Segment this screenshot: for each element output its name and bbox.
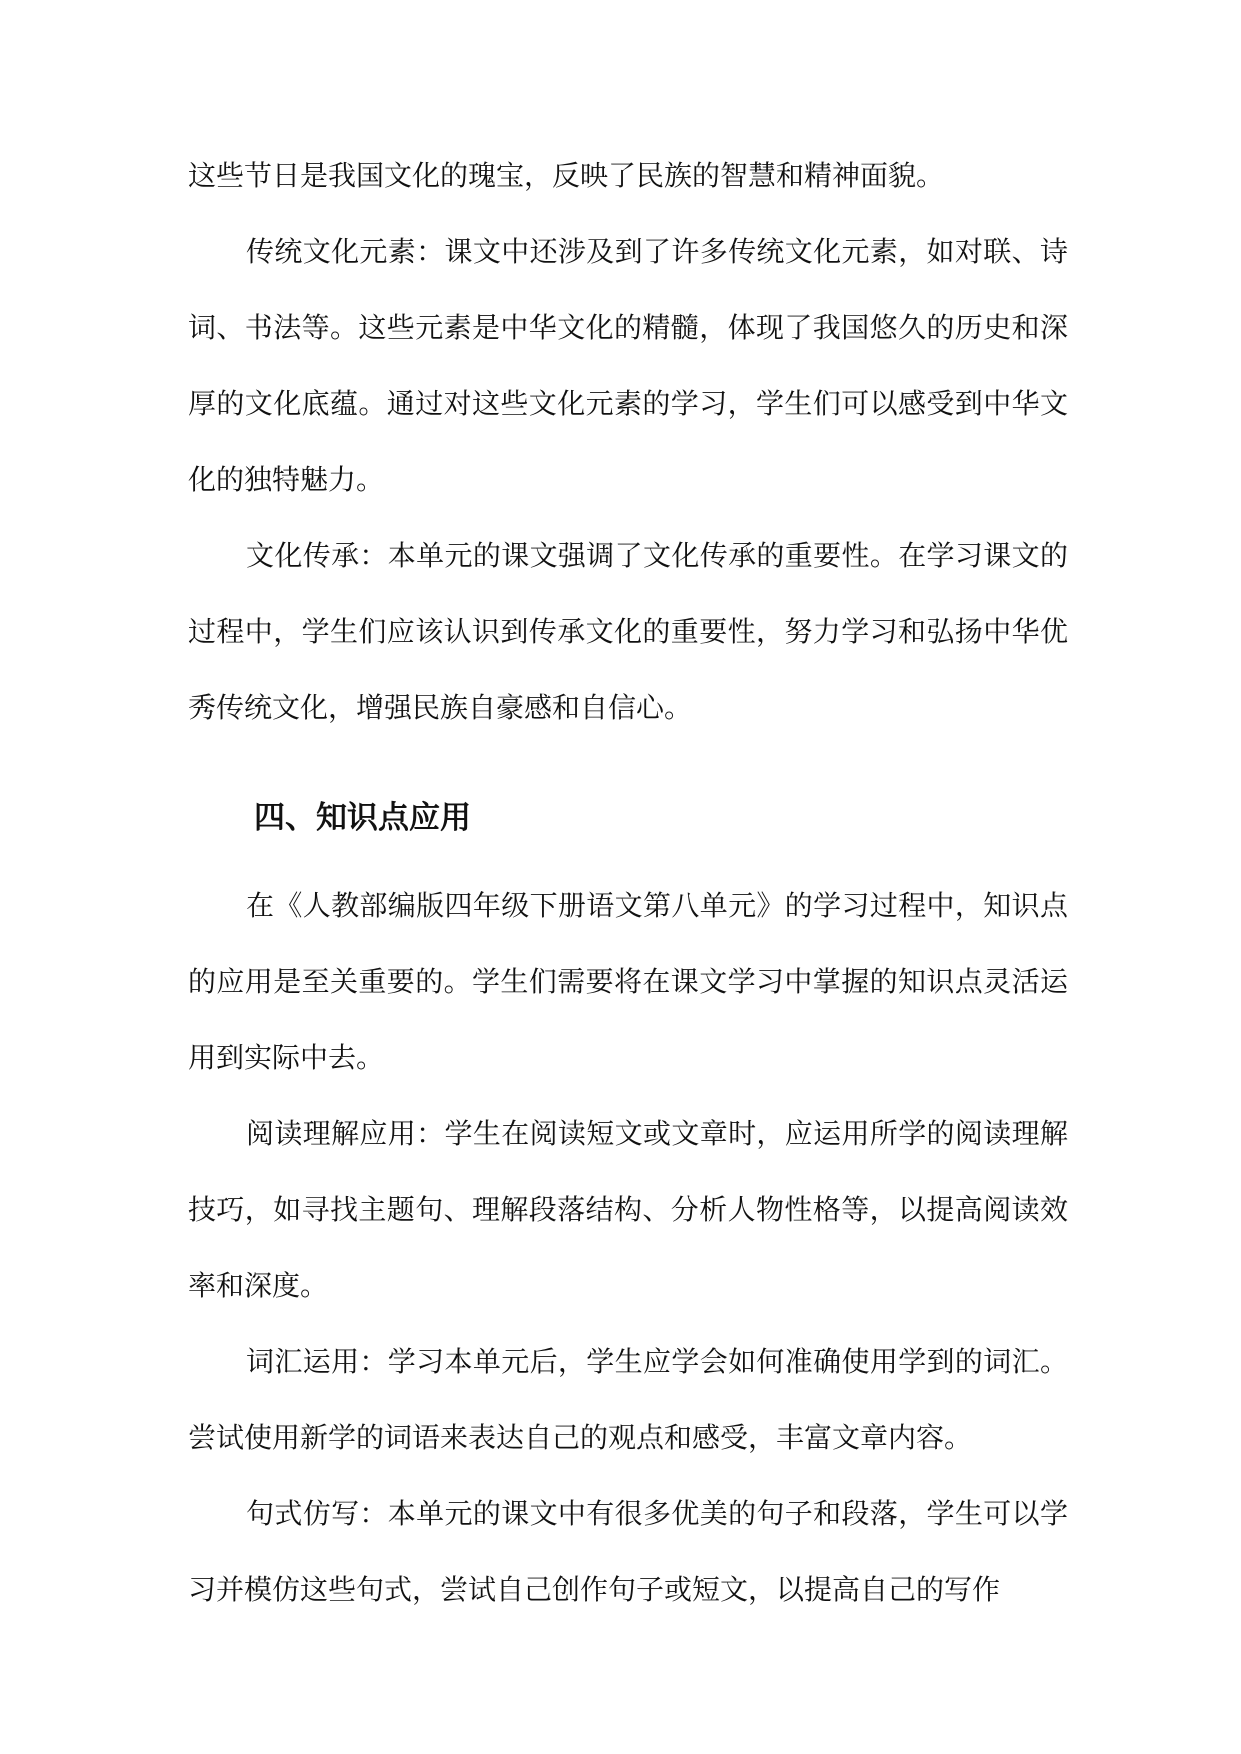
- paragraph-cultural-heritage: 文化传承：本单元的课文强调了文化传承的重要性。在学习课文的过程中，学生们应该认识到传承文化的重要性，努力学习和弘扬中华优秀传统文化，增强民族自豪感和自信心。: [188, 539, 1068, 724]
- paragraph-reading-application: 阅读理解应用：学生在阅读短文或文章时，应运用所学的阅读理解技巧，如寻找主题句、理解段落结构、分析人物性格等，以提高阅读效率和深度。: [188, 1117, 1068, 1302]
- paragraph-vocabulary-usage: 词汇运用：学习本单元后，学生应学会如何准确使用学到的词汇。尝试使用新学的词语来表达自己的观点和感受，丰富文章内容。: [188, 1345, 1068, 1454]
- paragraph-application-intro: 在《人教部编版四年级下册语文第八单元》的学习过程中，知识点的应用是至关重要的。学生们需要将在课文学习中掌握的知识点灵活运用到实际中去。: [188, 889, 1068, 1074]
- paragraph-sentence-imitation: 句式仿写：本单元的课文中有很多优美的句子和段落，学生可以学习并模仿这些句式，尝试自己创作句子或短文，以提高自己的写作: [188, 1497, 1068, 1606]
- document-body: [188, 138, 1068, 1628]
- paragraph-traditional-elements: 传统文化元素：课文中还涉及到了许多传统文化元素，如对联、诗词、书法等。这些元素是中华文化的精髓，体现了我国悠久的历史和深厚的文化底蕴。通过对这些文化元素的学习，学生们可以感受到中华文化的独特魅力。: [188, 235, 1068, 496]
- section-heading: 四、知识点应用: [254, 800, 471, 836]
- paragraph-festivals-continuation: 这些节日是我国文化的瑰宝，反映了民族的智慧和精神面貌。: [188, 159, 945, 192]
